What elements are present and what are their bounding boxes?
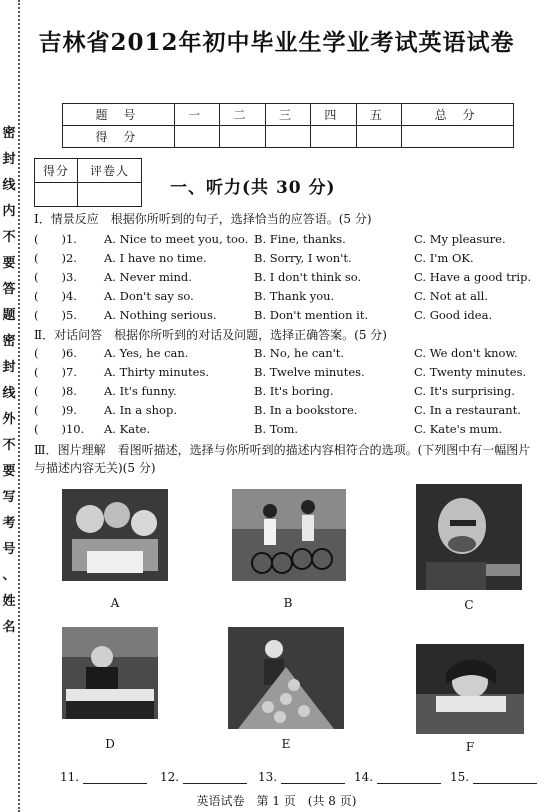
option-a[interactable]: A. In a shop.: [104, 403, 177, 417]
option-c[interactable]: C. We don't know.: [414, 346, 518, 360]
option-b[interactable]: B. In a bookstore.: [254, 403, 358, 417]
option-c[interactable]: C. Good idea.: [414, 308, 493, 322]
answer-blank-11[interactable]: 11.: [60, 770, 147, 784]
option-c[interactable]: C. Have a good trip.: [414, 270, 532, 284]
picture-label: D: [105, 737, 115, 751]
grader-name-cell[interactable]: [78, 183, 142, 207]
option-c[interactable]: C. It's surprising.: [414, 384, 515, 398]
option-b[interactable]: B. Twelve minutes.: [254, 365, 365, 379]
children-reading-photo: [62, 489, 168, 581]
question-row: [34, 249, 544, 268]
seal-instruction: [1, 126, 17, 636]
option-b[interactable]: B. I don't think so.: [254, 270, 362, 284]
option-a[interactable]: A. I have no time.: [104, 251, 207, 265]
score-header-cell: 五: [356, 104, 401, 126]
option-a[interactable]: A. Nice to meet you, too.: [104, 232, 249, 246]
answer-blank-12[interactable]: 12.: [160, 770, 247, 784]
question-row: [34, 363, 544, 382]
option-b[interactable]: B. Thank you.: [254, 289, 335, 303]
option-c[interactable]: C. I'm OK.: [414, 251, 474, 265]
score-cell[interactable]: [174, 126, 219, 148]
grader-score-label: 得分: [35, 159, 78, 183]
answer-paren[interactable]: ( )3.: [34, 270, 77, 284]
answer-paren[interactable]: ( )2.: [34, 251, 77, 265]
binding-char: 号: [2, 542, 16, 557]
score-cell[interactable]: [220, 126, 265, 148]
binding-char: 不: [2, 230, 16, 245]
binding-char: 不: [2, 438, 16, 453]
fruit-vendor-photo: [228, 627, 344, 729]
option-c[interactable]: C. In a restaurant.: [414, 403, 521, 417]
option-b[interactable]: B. No, he can't.: [254, 346, 345, 360]
binding-char: 封: [2, 360, 16, 375]
option-a[interactable]: A. Don't say so.: [104, 289, 194, 303]
picture-label: B: [283, 596, 293, 610]
binding-char: 线: [2, 386, 16, 401]
answer-paren[interactable]: ( )1.: [34, 232, 77, 246]
picture-label: A: [110, 596, 120, 610]
option-a[interactable]: A. It's funny.: [104, 384, 177, 398]
score-cell[interactable]: [356, 126, 401, 148]
score-cell[interactable]: [402, 126, 514, 148]
girls-cycling-photo: [232, 489, 346, 581]
binding-char: 姓: [2, 594, 16, 609]
binding-char: 线: [2, 178, 16, 193]
question-row: [34, 401, 544, 420]
seal-line: [18, 0, 20, 812]
score-row-label: 得 分: [63, 126, 175, 148]
option-b[interactable]: B. Fine, thanks.: [254, 232, 346, 246]
question-row: [34, 230, 544, 249]
question-row: [34, 420, 544, 439]
binding-margin: [0, 0, 22, 812]
picture-label: E: [281, 737, 291, 751]
binding-char: 名: [2, 620, 16, 635]
option-c[interactable]: C. Kate's mum.: [414, 422, 503, 436]
answer-paren[interactable]: ( )4.: [34, 289, 77, 303]
answer-paren[interactable]: ( )10.: [34, 422, 85, 436]
answer-blank-13[interactable]: 13.: [258, 770, 345, 784]
part2-heading: Ⅱ．对话问答 根据你所听到的对话及问题，选择正确答案。(5 分): [34, 328, 387, 342]
score-cell[interactable]: [311, 126, 356, 148]
option-c[interactable]: C. My pleasure.: [414, 232, 506, 246]
option-b[interactable]: B. Sorry, I won't.: [254, 251, 352, 265]
score-header-cell: 题 号: [63, 104, 175, 126]
option-c[interactable]: C. Not at all.: [414, 289, 488, 303]
answer-blank-14[interactable]: 14.: [354, 770, 441, 784]
exam-title: 吉林省2012年初中毕业生学业考试英语试卷: [38, 29, 515, 56]
answer-blanks: [60, 770, 540, 790]
question-row: [34, 382, 544, 401]
answer-paren[interactable]: ( )9.: [34, 403, 77, 417]
binding-char: 答: [2, 282, 16, 297]
question-row: [34, 268, 544, 287]
score-table-score-row: [63, 126, 514, 148]
grader-box: [34, 158, 142, 207]
answer-paren[interactable]: ( )7.: [34, 365, 77, 379]
binding-char: 题: [2, 308, 16, 323]
section-title: 一、听力(共 30 分): [170, 178, 336, 198]
answer-paren[interactable]: ( )8.: [34, 384, 77, 398]
picture-label: F: [465, 740, 475, 754]
option-c[interactable]: C. Twenty minutes.: [414, 365, 527, 379]
part3-heading: Ⅲ．图片理解 看图听描述，选择与你所听到的描述内容相符合的选项。(下列图中有一幅图片与描述内容无关)(5 分): [34, 443, 531, 475]
man-guitar-photo: [416, 484, 522, 590]
man-piano-photo: [62, 627, 158, 719]
answer-paren[interactable]: ( )5.: [34, 308, 77, 322]
binding-char: 考: [2, 516, 16, 531]
answer-blank-15[interactable]: 15.: [450, 770, 537, 784]
part1-heading: Ⅰ．情景反应 根据你所听到的句子，选择恰当的应答语。(5 分): [34, 212, 372, 226]
answer-paren[interactable]: ( )6.: [34, 346, 77, 360]
girl-sleeping-photo: [416, 644, 524, 734]
score-header-cell: 二: [220, 104, 265, 126]
binding-char: 密: [2, 126, 16, 141]
score-table: [62, 103, 514, 148]
score-table-header-row: [63, 104, 514, 126]
binding-char: 、: [2, 568, 16, 583]
binding-char: 封: [2, 152, 16, 167]
binding-char: 要: [2, 464, 16, 479]
question-row: [34, 306, 544, 325]
binding-char: 外: [2, 412, 16, 427]
option-a[interactable]: A. Thirty minutes.: [104, 365, 210, 379]
option-b[interactable]: B. Don't mention it.: [254, 308, 369, 322]
option-a[interactable]: A. Nothing serious.: [104, 308, 217, 322]
grader-score-cell[interactable]: [35, 183, 78, 207]
binding-char: 密: [2, 334, 16, 349]
question-row: [34, 287, 544, 306]
option-a[interactable]: A. Yes, he can.: [104, 346, 189, 360]
score-header-cell: 总 分: [402, 104, 514, 126]
picture-label: C: [464, 598, 474, 612]
option-a[interactable]: A. Kate.: [104, 422, 151, 436]
score-header-cell: 四: [311, 104, 356, 126]
binding-char: 要: [2, 256, 16, 271]
option-b[interactable]: B. It's boring.: [254, 384, 334, 398]
page-footer: 英语试卷 第 1 页 (共 8 页): [196, 794, 357, 808]
grader-name-label: 评卷人: [78, 159, 142, 183]
option-b[interactable]: B. Tom.: [254, 422, 299, 436]
score-cell[interactable]: [265, 126, 310, 148]
option-a[interactable]: A. Never mind.: [104, 270, 192, 284]
binding-char: 写: [2, 490, 16, 505]
score-header-cell: 一: [174, 104, 219, 126]
question-row: [34, 344, 544, 363]
binding-char: 内: [2, 204, 16, 219]
score-header-cell: 三: [265, 104, 310, 126]
